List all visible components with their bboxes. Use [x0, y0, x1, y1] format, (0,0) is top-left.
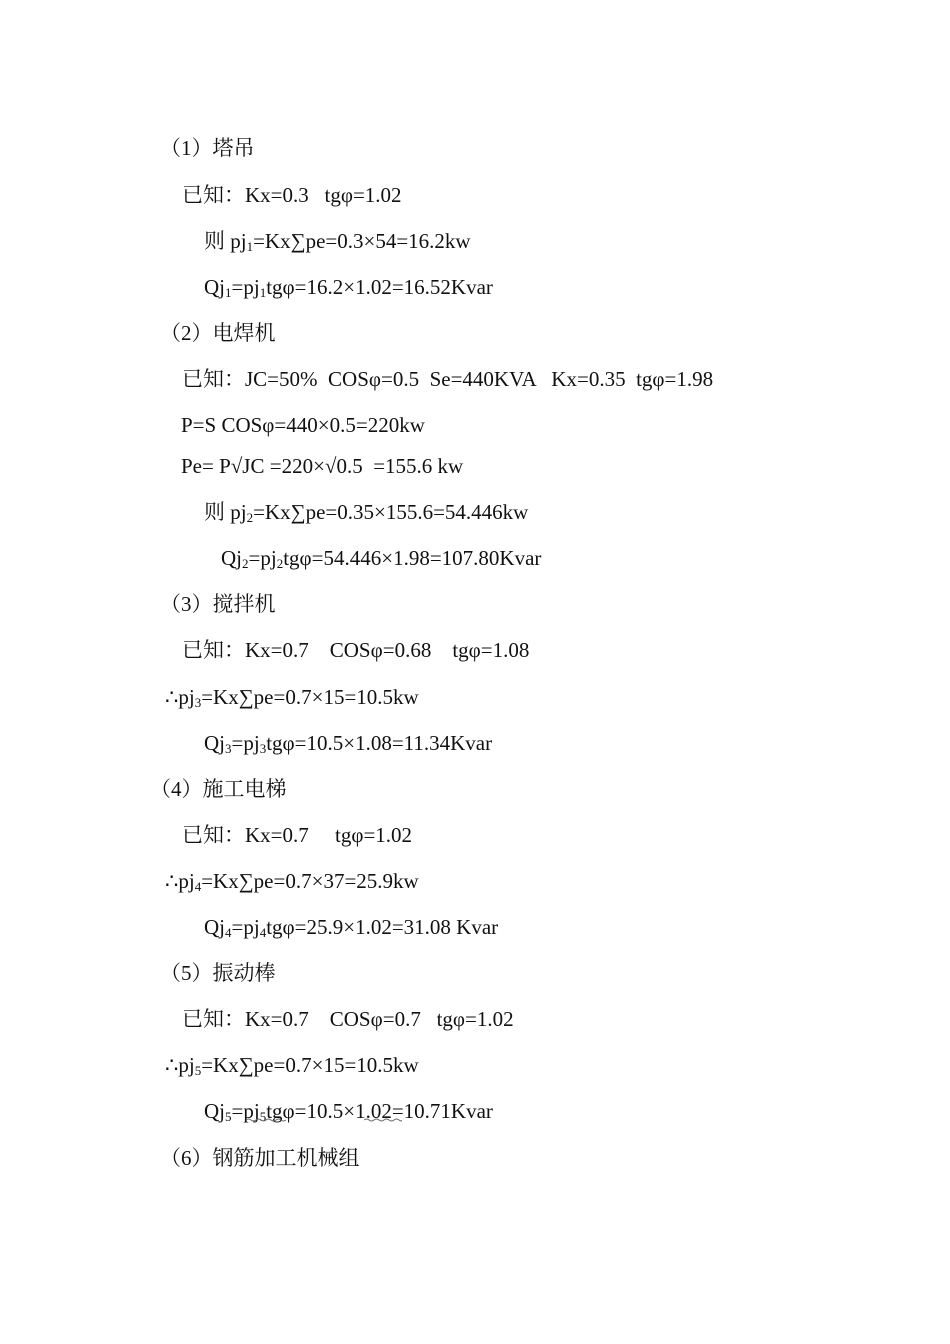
formula-prefix: Qj	[204, 275, 225, 299]
spellcheck-underline	[364, 1118, 402, 1122]
reactive-load-formula	[204, 914, 498, 940]
formula-prefix: ∴pj	[165, 1053, 195, 1077]
subscript: 5	[225, 1109, 232, 1124]
reactive-load-formula	[204, 730, 492, 756]
section-heading-mixer: （3）搅拌机	[160, 592, 276, 616]
formula-prefix: 则 pj	[204, 500, 247, 524]
power-formula: P=S COSφ=440×0.5=220kw	[181, 413, 425, 437]
formula-prefix: ∴pj	[165, 869, 195, 893]
section-heading-elevator: （4）施工电梯	[150, 777, 287, 801]
reactive-load-formula	[221, 545, 541, 571]
formula-prefix: Qj	[204, 915, 225, 939]
formula-rest: =Kx∑pe=0.7×37=25.9kw	[201, 869, 419, 893]
active-load-formula	[165, 868, 419, 894]
subscript: 2	[246, 510, 254, 525]
active-load-formula	[165, 684, 419, 710]
subscript: 5	[194, 1063, 202, 1078]
formula-rest: tgφ=16.2×1.02=16.52Kvar	[266, 275, 493, 299]
section-heading-vibrator: （5）振动棒	[160, 961, 276, 985]
section-heading-welder: （2）电焊机	[160, 321, 276, 345]
known-values-line: 已知：Kx=0.7 tgφ=1.02	[182, 823, 413, 847]
subscript: 3	[225, 741, 232, 756]
formula-middle: =pj	[231, 915, 260, 939]
subscript: 1	[225, 285, 232, 300]
subscript: 3	[259, 741, 267, 756]
reactive-load-formula	[204, 274, 493, 300]
section-heading-tower-crane: （1）塔吊	[160, 136, 255, 160]
formula-rest: =Kx∑pe=0.7×15=10.5kw	[201, 685, 419, 709]
formula-rest: tgφ=10.5×1.08=11.34Kvar	[266, 731, 493, 755]
formula-middle: =pj	[231, 1099, 260, 1123]
formula-prefix: Qj	[221, 546, 242, 570]
section-heading-rebar-machinery: （6）钢筋加工机械组	[160, 1146, 360, 1170]
formula-prefix: Qj	[204, 1099, 225, 1123]
formula-rest: =Kx∑pe=0.7×15=10.5kw	[201, 1053, 419, 1077]
formula-middle: =pj	[231, 731, 260, 755]
subscript: 2	[276, 556, 284, 571]
subscript: 4	[259, 925, 267, 940]
known-values-line: 已知：Kx=0.3 tgφ=1.02	[182, 183, 402, 207]
known-values-line: 已知：JC=50% COSφ=0.5 Se=440KVA Kx=0.35 tgφ=1.98	[182, 367, 714, 391]
spellcheck-underline	[246, 1118, 286, 1122]
subscript: 5	[259, 1109, 267, 1124]
subscript: 1	[259, 285, 267, 300]
known-values-line: 已知：Kx=0.7 COSφ=0.68 tgφ=1.08	[182, 638, 530, 662]
formula-middle: =pj	[231, 275, 260, 299]
formula-prefix: ∴pj	[165, 685, 195, 709]
subscript: 1	[246, 239, 254, 254]
formula-prefix: Qj	[204, 731, 225, 755]
active-load-formula	[165, 1052, 419, 1078]
subscript: 4	[194, 879, 202, 894]
formula-rest: tgφ=54.446×1.98=107.80Kvar	[283, 546, 542, 570]
formula-rest: tgφ=10.5×1.02=10.71Kvar	[266, 1099, 493, 1123]
subscript: 3	[194, 695, 202, 710]
formula-middle: =pj	[248, 546, 277, 570]
active-load-formula	[204, 499, 528, 525]
subscript: 2	[242, 556, 249, 571]
formula-rest: =Kx∑pe=0.3×54=16.2kw	[253, 229, 471, 253]
formula-prefix: 则 pj	[204, 229, 247, 253]
equivalent-power-formula: Pe= P√JC =220×√0.5 =155.6 kw	[181, 454, 464, 478]
formula-rest: tgφ=25.9×1.02=31.08 Kvar	[266, 915, 499, 939]
formula-rest: =Kx∑pe=0.35×155.6=54.446kw	[253, 500, 529, 524]
subscript: 4	[225, 925, 232, 940]
known-values-line: 已知：Kx=0.7 COSφ=0.7 tgφ=1.02	[182, 1007, 514, 1031]
active-load-formula	[204, 228, 471, 254]
